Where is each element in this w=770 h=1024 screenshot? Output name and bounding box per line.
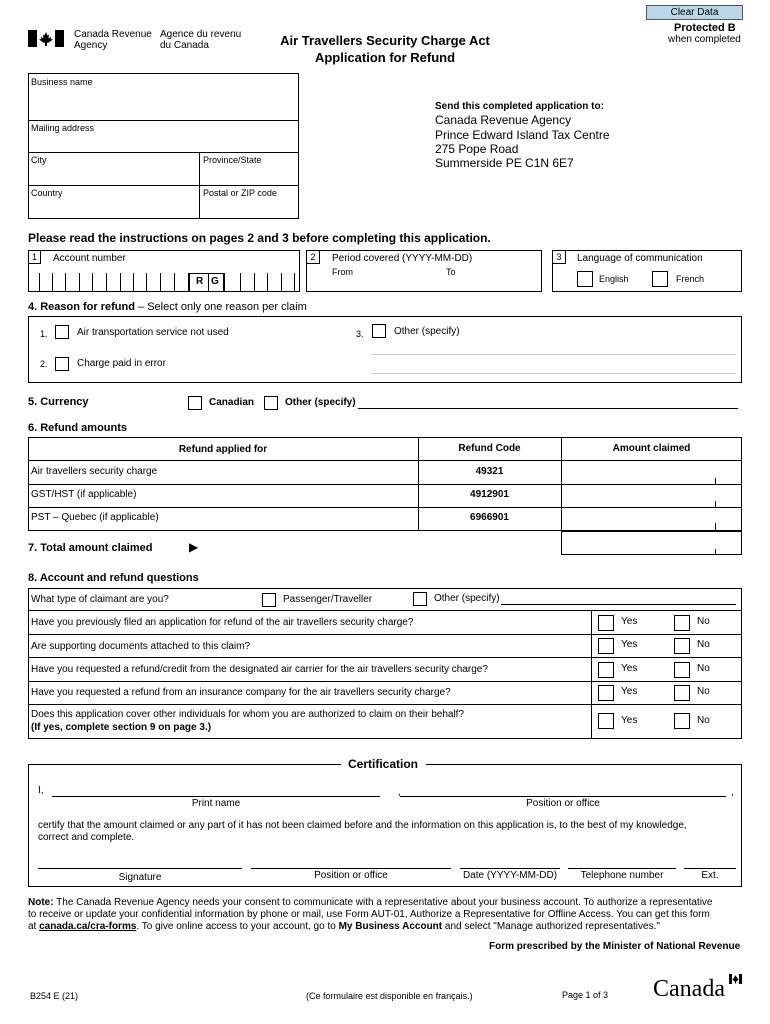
- note-text: to receive or update your confidential information by phone or mail, use Form AUT-01, Authorize a Representative for Offline Access. You can get this form: [28, 909, 710, 920]
- cert-text: certify that the amount claimed or any part of it has not been claimed before and the information on this application is, to the best of my knowledge,: [38, 820, 687, 831]
- option-2-checkbox[interactable]: [55, 357, 69, 371]
- option-3-checkbox[interactable]: [372, 324, 386, 338]
- amount-input-row-1[interactable]: [562, 461, 741, 484]
- option-3-label: Other (specify): [394, 326, 460, 337]
- yes-label: Yes: [621, 639, 638, 650]
- table-row-code: 4912901: [470, 489, 509, 500]
- send-to-heading: Send this completed application to:: [435, 101, 604, 112]
- language-label: Language of communication: [577, 253, 703, 264]
- currency-other-input[interactable]: [358, 408, 738, 409]
- cert-text: correct and complete.: [38, 832, 135, 843]
- yes-checkbox[interactable]: [598, 615, 614, 631]
- period-to-label: To: [446, 267, 456, 277]
- canadian-checkbox[interactable]: [188, 396, 202, 410]
- no-checkbox[interactable]: [674, 713, 690, 729]
- telephone-label: Telephone number: [580, 870, 664, 881]
- other-specify-line[interactable]: [372, 354, 736, 355]
- position-office-input[interactable]: [400, 796, 726, 797]
- no-checkbox[interactable]: [674, 638, 690, 654]
- question-text: Have you requested a refund from an insurance company for the air travellers security charge?: [31, 687, 451, 698]
- canada-wordmark: Canada: [653, 974, 745, 1004]
- cert-i-label: I,: [38, 785, 44, 796]
- claimant-other-checkbox[interactable]: [413, 592, 427, 606]
- protected-sub-label: when completed: [668, 34, 741, 45]
- section-3-number: 3: [552, 250, 566, 264]
- section-8-heading: 8. Account and refund questions: [28, 572, 199, 584]
- option-1-label: Air transportation service not used: [77, 327, 229, 338]
- form-id: B254 E (21): [30, 991, 79, 1001]
- instructions-text: Please read the instructions on pages 2 and 3 before completing this application.: [28, 231, 491, 245]
- account-number-input[interactable]: R G: [28, 271, 300, 292]
- signature-input[interactable]: [38, 868, 242, 869]
- province-state-field[interactable]: Province/State: [203, 155, 262, 165]
- mailing-address-field[interactable]: Mailing address: [31, 123, 95, 133]
- option-3-number: 3.: [356, 329, 364, 339]
- account-number-label: Account number: [53, 253, 126, 264]
- claimant-other-label: Other (specify): [434, 593, 500, 604]
- no-label: No: [697, 616, 710, 627]
- table-row-code: 49321: [475, 466, 504, 477]
- table-row-label: GST/HST (if applicable): [31, 489, 137, 500]
- send-to-line: 275 Pope Road: [435, 142, 519, 156]
- form-subtitle: Application for Refund: [314, 50, 456, 65]
- section-7-heading: 7. Total amount claimed: [28, 542, 153, 554]
- yes-checkbox[interactable]: [598, 685, 614, 701]
- note-text: at canada.ca/cra-forms. To give online access to your account, go to My Business Account and select "Manage authorized representatives.": [28, 921, 660, 932]
- yes-checkbox[interactable]: [598, 713, 614, 729]
- ext-label: Ext.: [701, 870, 719, 881]
- yes-label: Yes: [621, 686, 638, 697]
- yes-checkbox[interactable]: [598, 638, 614, 654]
- claimant-other-input[interactable]: [501, 604, 736, 605]
- question-note: (If yes, complete section 9 on page 3.): [31, 722, 212, 733]
- period-to-input[interactable]: [425, 278, 535, 290]
- passenger-label: Passenger/Traveller: [283, 594, 373, 605]
- no-checkbox[interactable]: [674, 662, 690, 678]
- certification-heading: Certification: [348, 757, 419, 771]
- no-label: No: [697, 686, 710, 697]
- col-amount-claimed: Amount claimed: [612, 443, 691, 454]
- country-field[interactable]: Country: [31, 188, 63, 198]
- option-1-checkbox[interactable]: [55, 325, 69, 339]
- option-2-number: 2.: [40, 359, 48, 369]
- form-title: Air Travellers Security Charge Act: [280, 33, 490, 48]
- no-checkbox[interactable]: [674, 685, 690, 701]
- section-6-heading: 6. Refund amounts: [28, 422, 128, 434]
- french-label: French: [676, 274, 705, 284]
- english-label: English: [599, 274, 629, 284]
- total-amount-input[interactable]: [561, 531, 742, 555]
- telephone-input[interactable]: [568, 868, 676, 869]
- print-name-label: Print name: [191, 798, 241, 809]
- english-checkbox[interactable]: [577, 271, 593, 287]
- position-office-label-2: Position or office: [314, 870, 388, 881]
- clear-data-button[interactable]: Clear Data: [646, 5, 743, 20]
- send-to-line: Prince Edward Island Tax Centre: [435, 128, 610, 142]
- french-checkbox[interactable]: [652, 271, 668, 287]
- print-name-input[interactable]: [52, 796, 380, 797]
- section-2-number: 2: [306, 250, 320, 264]
- send-to-line: Canada Revenue Agency: [435, 113, 572, 127]
- no-label: No: [697, 715, 710, 726]
- arrow-right-icon: ▶: [189, 540, 199, 554]
- business-name-field[interactable]: Business name: [31, 77, 93, 87]
- period-from-label: From: [332, 267, 353, 277]
- col-refund-applied: Refund applied for: [178, 444, 268, 455]
- currency-other-checkbox[interactable]: [264, 396, 278, 410]
- french-availability-text: (Ce formulaire est disponible en français.): [306, 991, 473, 1001]
- no-label: No: [697, 639, 710, 650]
- cert-comma: ,: [731, 787, 734, 798]
- amount-input-row-3[interactable]: [562, 508, 741, 530]
- period-from-input[interactable]: [310, 278, 420, 290]
- no-label: No: [697, 663, 710, 674]
- canadian-label: Canadian: [209, 397, 255, 408]
- date-label: Date (YYYY-MM-DD): [462, 870, 558, 881]
- table-row-label: PST – Quebec (if applicable): [31, 512, 159, 523]
- question-text: Are supporting documents attached to this claim?: [31, 641, 251, 652]
- claimant-type-question: What type of claimant are you?: [31, 594, 169, 605]
- question-text: Have you previously filed an application for refund of the air travellers security charge?: [31, 617, 414, 628]
- agency-name-fr: Agence du revenu du Canada: [160, 29, 242, 51]
- protected-b-label: Protected B: [674, 22, 736, 34]
- period-covered-label: Period covered (YYYY-MM-DD): [332, 253, 473, 264]
- signature-label: Signature: [118, 872, 162, 883]
- yes-checkbox[interactable]: [598, 662, 614, 678]
- yes-label: Yes: [621, 616, 638, 627]
- section-4-heading: 4. Reason for refund – Select only one reason per claim: [28, 301, 307, 313]
- prescribed-text: Form prescribed by the Minister of National Revenue: [489, 941, 741, 952]
- other-specify-line[interactable]: [372, 373, 736, 374]
- ext-input[interactable]: [684, 868, 736, 869]
- no-checkbox[interactable]: [674, 615, 690, 631]
- city-field[interactable]: City: [31, 155, 47, 165]
- cert-comma: ,: [398, 787, 401, 798]
- amount-input-row-2[interactable]: [562, 485, 741, 507]
- note-text: Note: The Canada Revenue Agency needs your consent to communicate with a representative about your business account. To authorize a representative: [28, 897, 713, 908]
- flag-icon: [729, 974, 742, 984]
- option-2-label: Charge paid in error: [77, 358, 166, 369]
- position-office-label: Position or office: [526, 798, 600, 809]
- postal-zip-field[interactable]: Postal or ZIP code: [203, 188, 277, 198]
- passenger-checkbox[interactable]: [262, 593, 276, 607]
- cra-forms-link[interactable]: canada.ca/cra-forms: [39, 921, 137, 932]
- section-1-number: 1: [28, 250, 41, 264]
- table-row-label: Air travellers security charge: [31, 466, 158, 477]
- send-to-line: Summerside PE C1N 6E7: [435, 156, 574, 170]
- yes-label: Yes: [621, 715, 638, 726]
- position-office-input-2[interactable]: [251, 868, 451, 869]
- option-1-number: 1.: [40, 329, 48, 339]
- section-5-heading: 5. Currency: [28, 396, 89, 408]
- page-number: Page 1 of 3: [562, 990, 609, 1000]
- question-text: Have you requested a refund/credit from the designated air carrier for the air travellers security charge?: [31, 664, 488, 675]
- question-text: Does this application cover other individuals for whom you are authorized to claim on their behalf?: [31, 709, 465, 720]
- col-refund-code: Refund Code: [458, 443, 521, 454]
- table-row-code: 6966901: [470, 512, 509, 523]
- date-input[interactable]: [460, 868, 560, 869]
- currency-other-label: Other (specify): [285, 397, 356, 408]
- yes-label: Yes: [621, 663, 638, 674]
- agency-name-en: Canada Revenue Agency: [74, 29, 152, 51]
